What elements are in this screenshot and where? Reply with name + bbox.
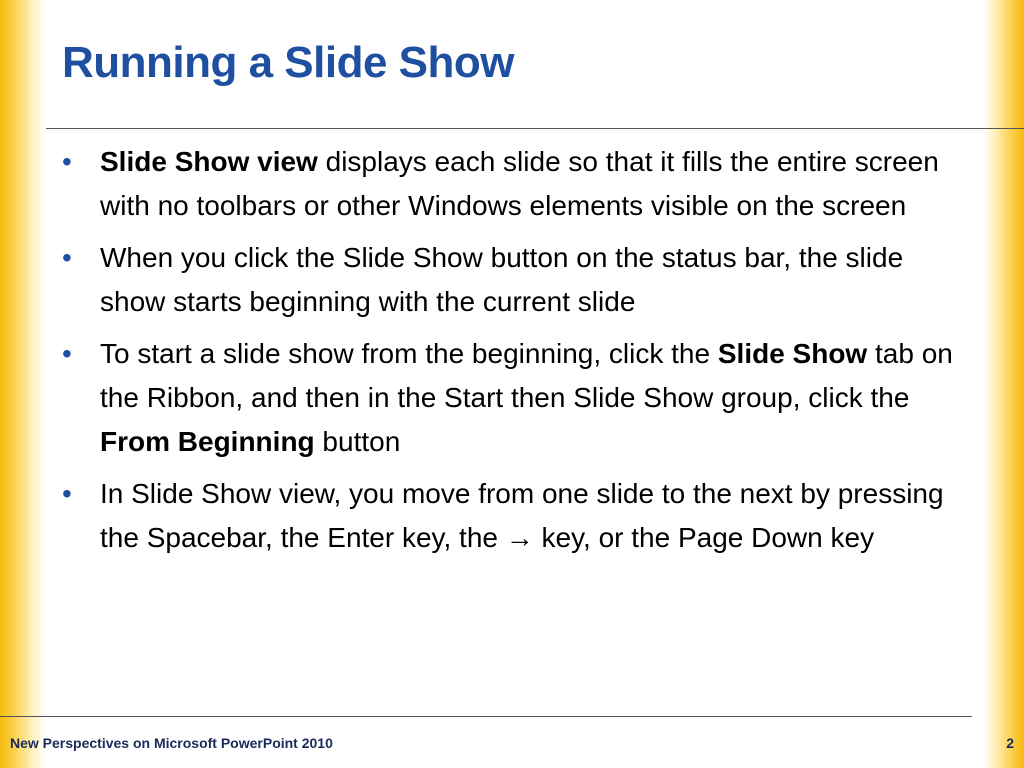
bullet-bold-text: Slide Show view — [100, 146, 318, 177]
left-accent-bar — [0, 0, 46, 768]
slide-title: Running a Slide Show — [62, 38, 514, 87]
bullet-text: To start a slide show from the beginning, click the — [100, 338, 718, 369]
bullet-text: tab on the Ribbon, and then in the Start then Slide Show group, click the — [100, 338, 953, 413]
right-accent-bar — [982, 0, 1024, 768]
bullet-bold-text: From Beginning — [100, 426, 315, 457]
bullet-item-status-bar — [62, 236, 962, 324]
bullet-icon: • — [62, 478, 72, 509]
bullet-item-navigation — [62, 472, 962, 560]
bullet-text: button — [314, 426, 401, 457]
bullet-list — [62, 140, 962, 560]
bullet-icon: • — [62, 338, 72, 369]
footer-title: New Perspectives on Microsoft PowerPoint 2010 — [10, 735, 333, 751]
footer-divider — [0, 716, 972, 717]
bullet-icon: • — [62, 242, 72, 273]
bullet-icon: • — [62, 146, 72, 177]
bullet-bold-text: Slide Show — [717, 338, 868, 369]
page-number: 2 — [1006, 735, 1014, 751]
bullet-text: In Slide Show view, you move from one slide to the next by pressing the Spacebar, the Enter key, the — [100, 478, 944, 553]
bullet-text: When you click the Slide Show button on the status bar, the slide show starts beginning with the current slide — [100, 242, 904, 317]
bullet-item-from-beginning — [62, 332, 962, 464]
bullet-text: displays each slide so that it fills the entire screen with no toolbars or other Windows elements visible on the screen — [100, 146, 939, 221]
title-divider — [46, 128, 1024, 129]
slide-content — [62, 140, 962, 568]
bullet-text: key, or the Page Down key — [533, 522, 875, 553]
right-arrow-icon: → — [505, 522, 534, 553]
bullet-item-slide-show-view — [62, 140, 962, 228]
